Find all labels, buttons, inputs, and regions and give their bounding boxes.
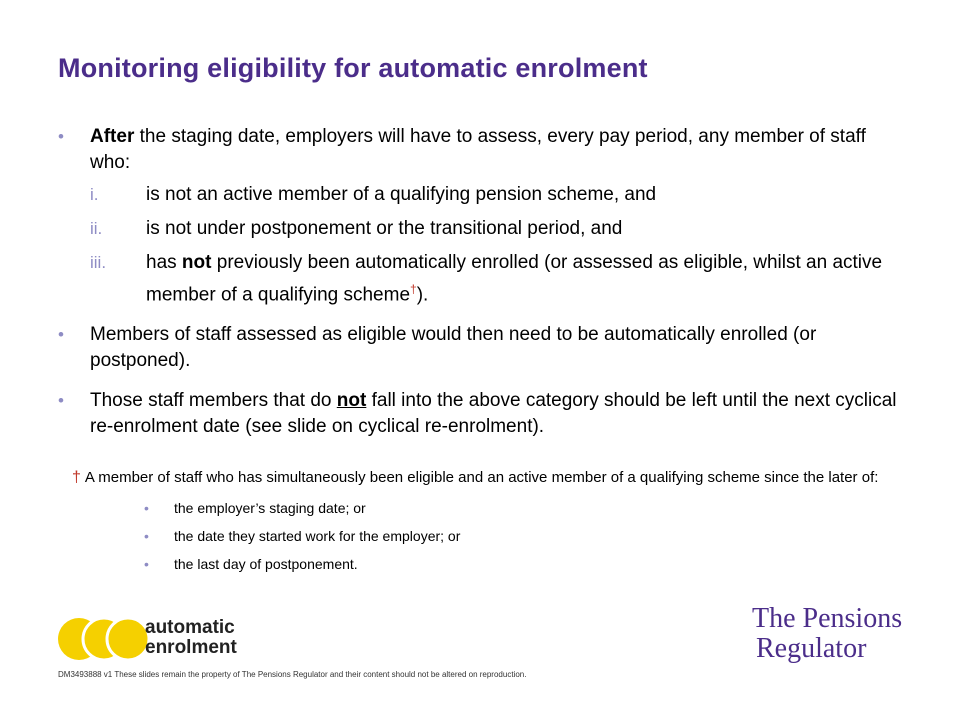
bullet-icon: • (58, 127, 64, 146)
bold-underline-not: not (336, 390, 367, 412)
sub-item-bold: not (181, 252, 212, 273)
bullet-list (58, 124, 908, 454)
bullet-icon: • (144, 528, 149, 544)
sub-item-number: ii. (90, 219, 103, 238)
dagger-icon: † (410, 282, 417, 296)
sub-list (90, 182, 908, 308)
sub-item-text: is not under postponement or the transitional period, and (146, 218, 623, 239)
footnote-item: • the employer’s staging date; or (144, 500, 366, 516)
sub-item-text-end: ). (416, 284, 429, 306)
bullet-icon: • (144, 500, 149, 516)
footnote-list (72, 498, 892, 574)
bullet-text: the staging date, employers will have to assess, every pay period, any member of staff who: (90, 126, 866, 173)
sub-item-1 (90, 182, 908, 208)
automatic-enrolment-wordmark: automatic enrolment (145, 617, 237, 658)
sub-item-text-pre: has (146, 252, 182, 273)
bullet-text-post: fall into the above category should be left until the next cyclical re-enrolment date (see slide on cyclical re-enrolment). (90, 390, 897, 438)
bullet-text-pre: Those staff members that do (90, 390, 337, 412)
pensions-regulator-logo: The Pensions Regulator (752, 603, 903, 664)
footnote-item: • the last day of postponement. (144, 556, 358, 572)
bullet-icon: • (58, 325, 64, 345)
sub-item-text: is not an active member of a qualifying pension scheme, and (146, 184, 657, 205)
sub-item-2 (90, 216, 908, 242)
bullet-icon: • (144, 556, 149, 572)
page-title: Monitoring eligibility for automatic enrolment (58, 53, 648, 83)
bullet-item-after-staging (58, 124, 908, 308)
bold-lead: After (90, 126, 135, 147)
bullet-item-assessed-eligible (58, 322, 908, 374)
bullet-text: Members of staff assessed as eligible would then need to be automatically enrolled (or postponed). (90, 324, 817, 372)
sub-item-number: i. (90, 185, 99, 204)
sub-item-number: iii. (90, 253, 107, 272)
footnote-item: • the date they started work for the employer; or (144, 528, 461, 544)
sub-item-3 (90, 250, 908, 308)
disclaimer-text: DM3493888 v1 These slides remain the property of The Pensions Regulator and their content should not be altered on reproduction. (58, 670, 527, 679)
footnote (72, 468, 892, 582)
footnote-text: A member of staff who has simultaneously been eligible and an active member of a qualifying scheme since the later of: (84, 469, 879, 486)
bullet-item-not-in-category (58, 388, 908, 440)
bullet-icon: • (58, 391, 64, 411)
sub-item-text-post: previously been automatically enrolled (or assessed as eligible, whilst an active member of a qualifying scheme (146, 252, 883, 306)
footnote-dagger-icon: † (72, 469, 81, 486)
